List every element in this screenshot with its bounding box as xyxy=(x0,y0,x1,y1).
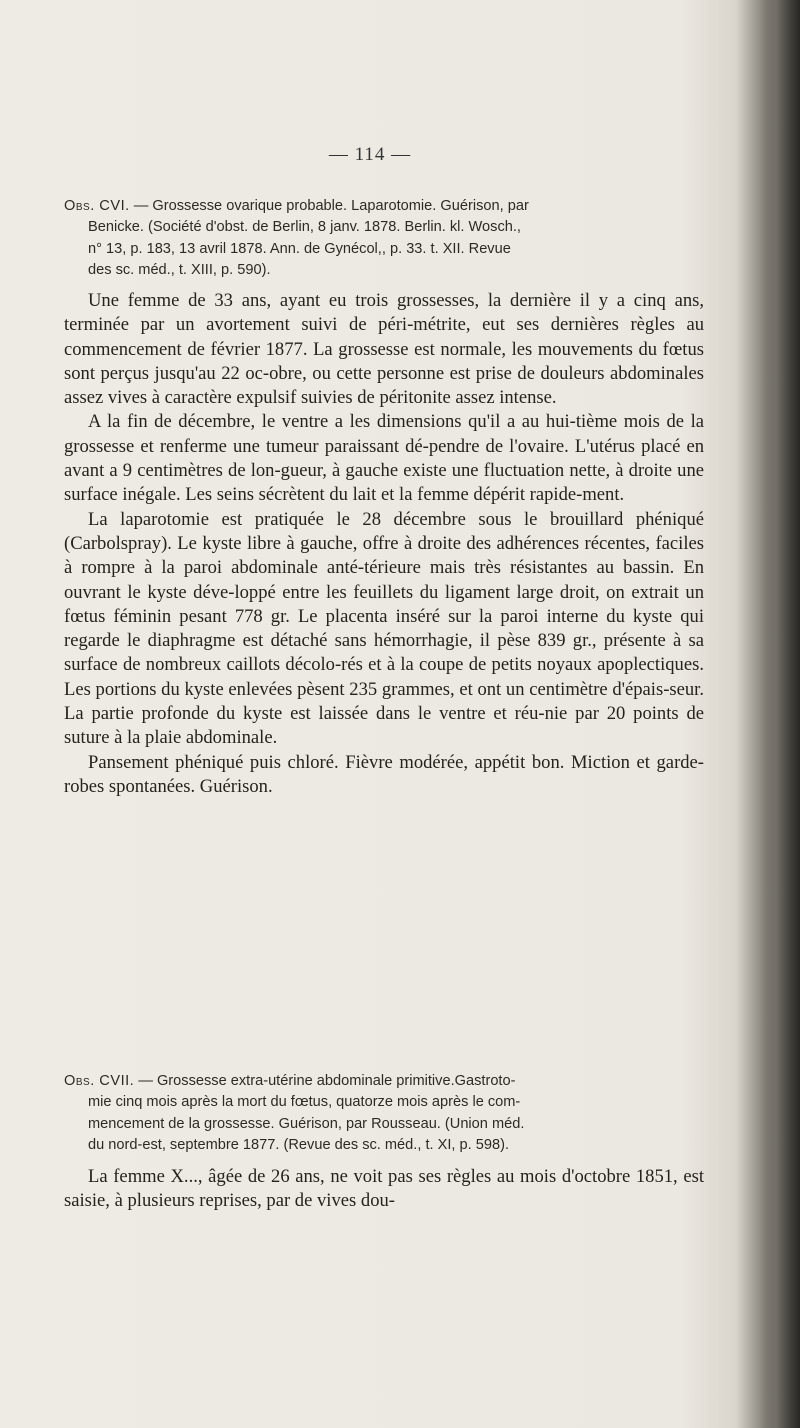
obs-cvi-header-line-2: Benicke. (Société d'obst. de Berlin, 8 janv. 1878. Berlin. kl. Wosch., xyxy=(88,219,521,236)
obs-cvii-header xyxy=(64,1071,704,1157)
obs-cvi-paragraph-4: Pansement phéniqué puis chloré. Fièvre modérée, appétit bon. Miction et garde-robes spontanées. Guérison. xyxy=(64,751,704,797)
obs-cvii-body xyxy=(64,1165,704,1214)
obs-cvii-paragraph-1: La femme X..., âgée de 26 ans, ne voit pas ses règles au mois d'octobre 1851, est saisie, à plusieurs reprises, par de vives dou- xyxy=(64,1166,704,1212)
page-number: — 114 — xyxy=(328,144,412,165)
obs-cvi-header-line-1: Obs. CVI. — Grossesse ovarique probable. Laparotomie. Guérison, par xyxy=(64,198,529,214)
obs-cvi-label: Obs. CVI. xyxy=(64,198,130,214)
obs-cvi-header xyxy=(64,196,704,282)
obs-cvi-header-line-3: n° 13, p. 183, 13 avril 1878. Ann. de Gynécol,, p. 33. t. XII. Revue xyxy=(88,240,511,257)
obs-cvii-header-line-1: Obs. CVII. — Grossesse extra-utérine abdominale primitive.Gastroto- xyxy=(64,1073,516,1089)
obs-cvi-paragraph-3: La laparotomie est pratiquée le 28 décembre sous le brouillard phéniqué (Carbolspray). Le kyste libre à gauche, offre à droite des adhérences récentes, faciles à rompre à la paroi abdominale anté-térieure mais très résistantes au bassin. En ouvrant le kyste déve-loppé entre les feuillets du ligament large droit, on extrait un fœtus féminin pesant 778 gr. Le placenta inséré sur la paroi interne du kyste qui regarde le diaphragme est détaché sans hémorrhagie, il pèse 839 gr., présente à sa surface de nombreux caillots décolo-rés et à la coupe de petits noyaux apoplectiques. Les portions du kyste enlevées pèsent 235 grammes, et ont un centimètre d'épais-seur. La partie profonde du kyste est laissée dans le ventre et réu-nie par 20 points de suture à la plaie abdominale. xyxy=(64,508,704,749)
obs-cvi-body xyxy=(64,289,704,799)
obs-cvi-header-line-4: des sc. méd., t. XIII, p. 590). xyxy=(88,262,271,279)
obs-cvii-label: Obs. CVII. xyxy=(64,1073,135,1089)
obs-cvii-header-line-3: mencement de la grossesse. Guérison, par Rousseau. (Union méd. xyxy=(88,1115,525,1132)
obs-cvii-header-line-2: mie cinq mois après la mort du fœtus, quatorze mois après le com- xyxy=(88,1094,521,1111)
page-edge-shadow xyxy=(760,0,800,1428)
obs-cvi-paragraph-1: Une femme de 33 ans, ayant eu trois grossesses, la dernière il y a cinq ans, terminée par un avortement suivi de péri-métrite, eut ses dernières règles au commencement de février 1877. La grossesse est normale, les mouvements du fœtus sont perçus jusqu'au 22 oc-obre, ou cette personne est prise de douleurs abdominales assez vives à caractère expulsif suivies de péritonite assez intense. xyxy=(64,290,704,409)
obs-cvii-header-line-4: du nord-est, septembre 1877. (Revue des sc. méd., t. XI, p. 598). xyxy=(88,1137,510,1154)
obs-cvi-paragraph-2: A la fin de décembre, le ventre a les dimensions qu'il a au hui-tième mois de la grossesse et renferme une tumeur paraissant dé-pendre de l'ovaire. L'utérus placé en avant a 9 centimètres de lon-gueur, à gauche existe une fluctuation nette, à droite une surface inégale. Les seins sécrètent du lait et la femme dépérit rapide-ment. xyxy=(64,411,704,506)
